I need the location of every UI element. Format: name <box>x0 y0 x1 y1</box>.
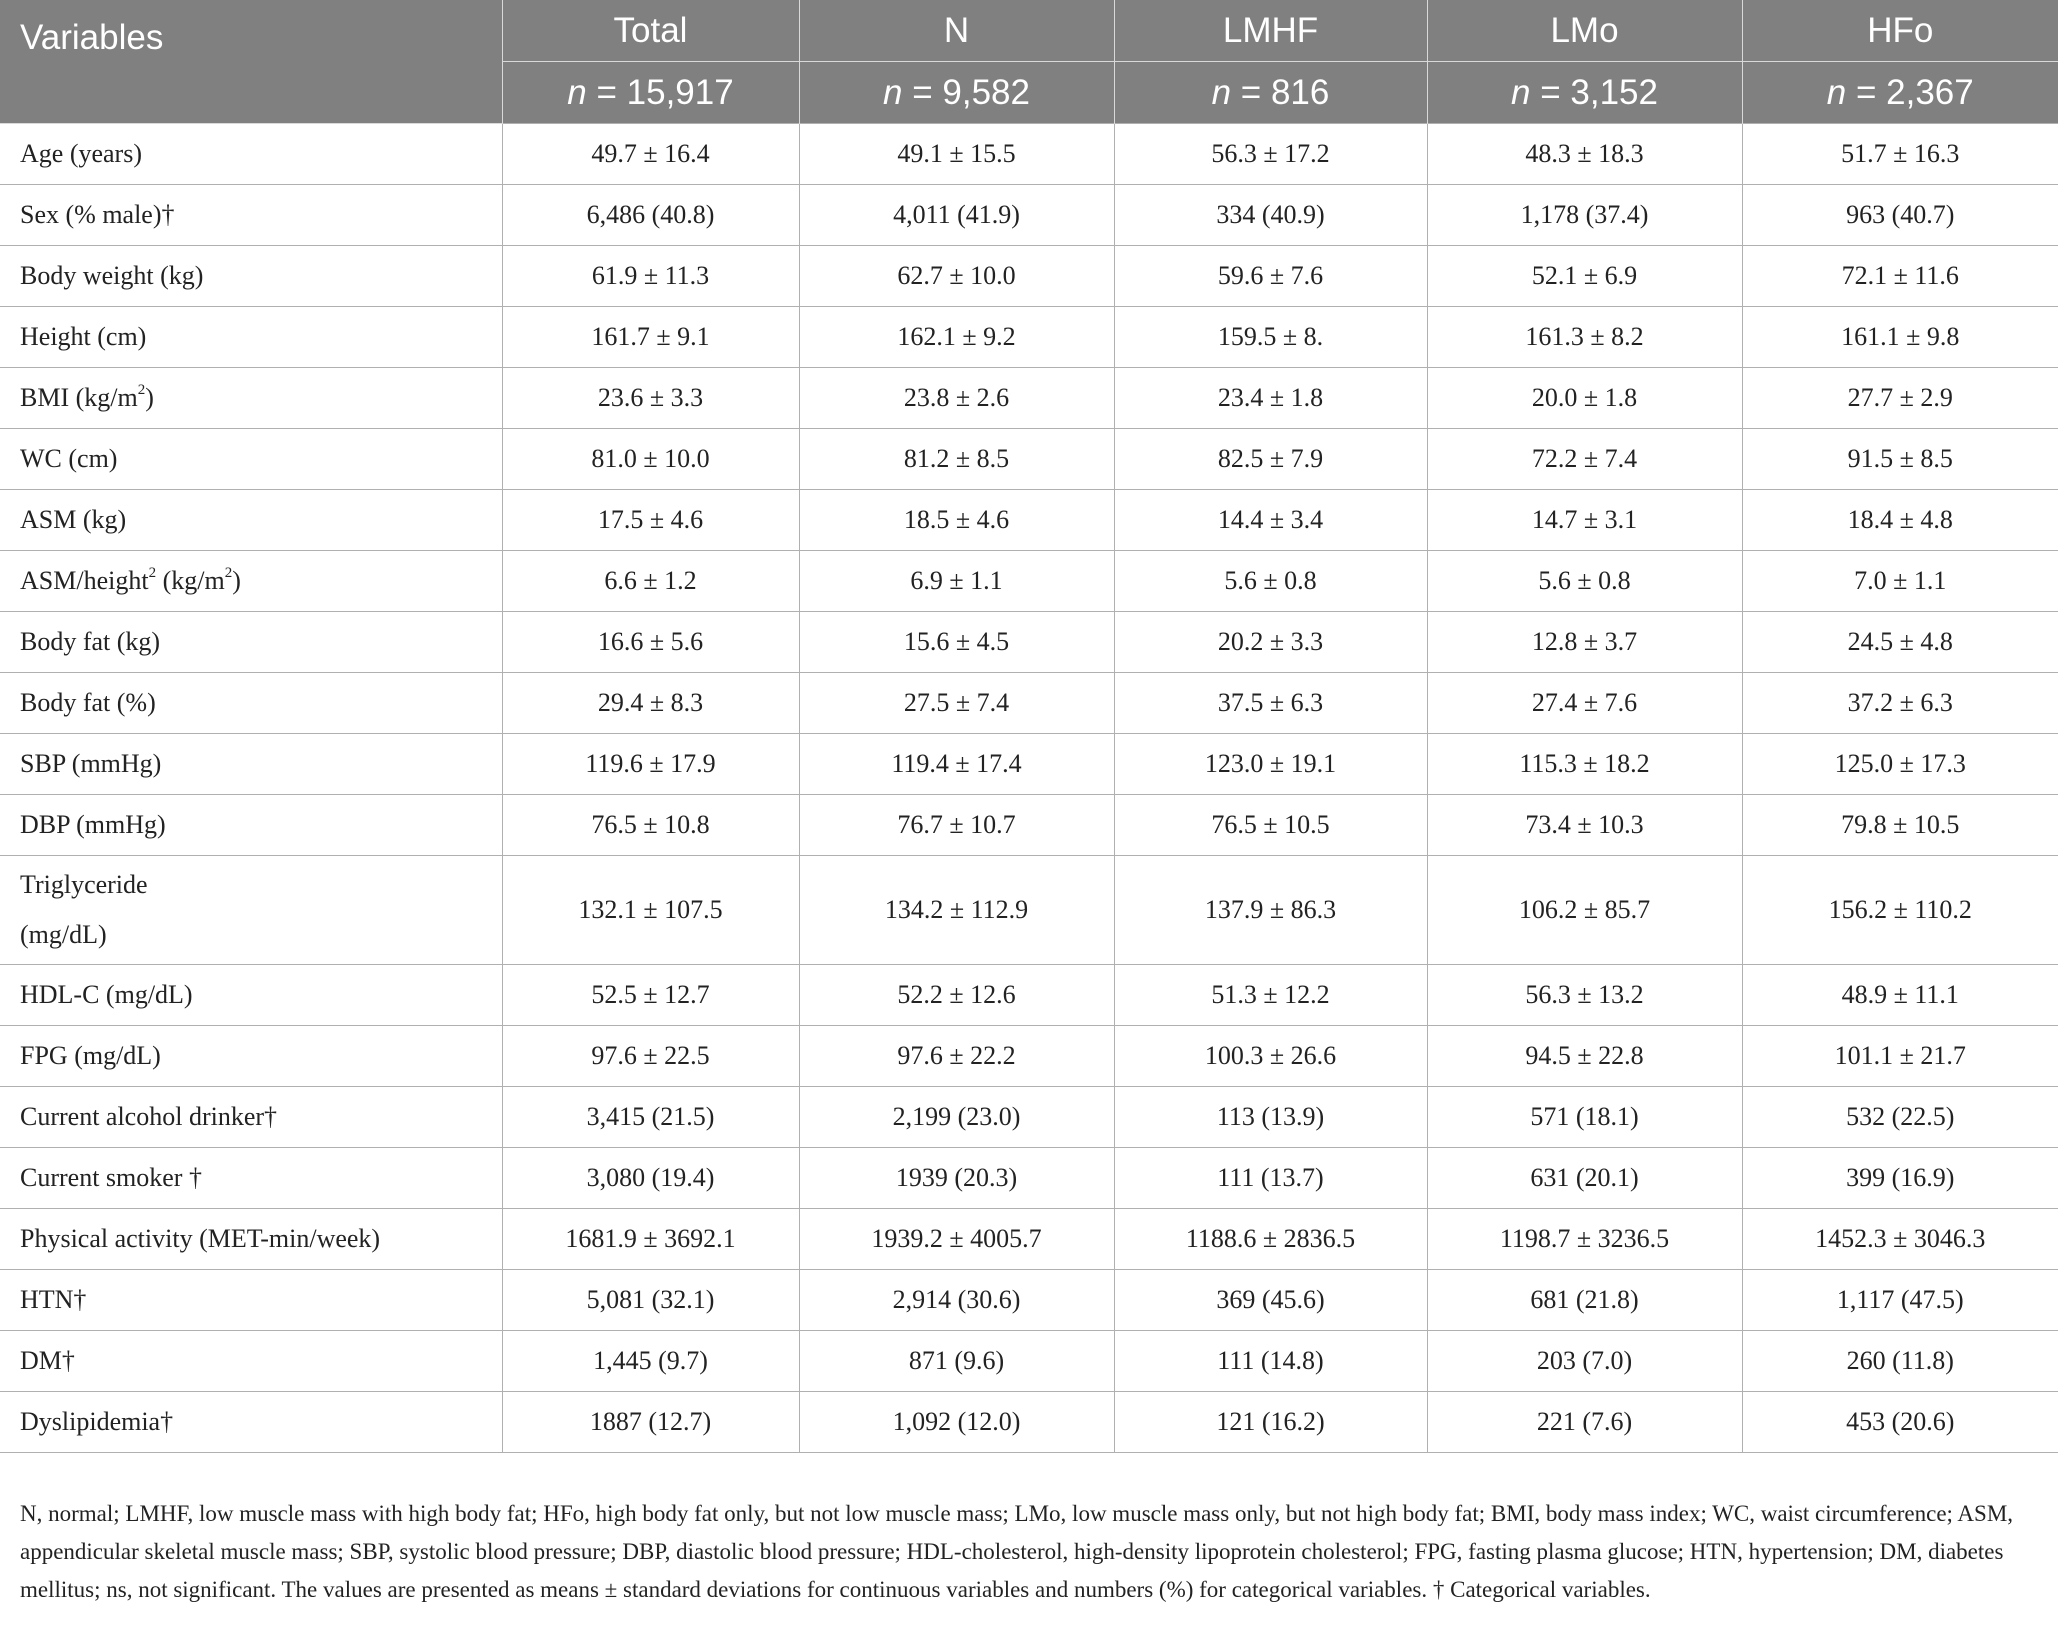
row-label-alcohol: Current alcohol drinker† <box>0 1087 502 1148</box>
n-symbol: n <box>1826 73 1847 112</box>
table-cell: 161.3 ± 8.2 <box>1427 307 1742 368</box>
table-cell: 52.2 ± 12.6 <box>799 965 1114 1026</box>
table-row <box>0 856 2058 965</box>
table-row <box>0 185 2058 246</box>
table-row <box>0 551 2058 612</box>
table-row <box>0 1148 2058 1209</box>
equals-sign: = <box>586 73 627 112</box>
label-text: ) <box>232 566 241 595</box>
table-cell: 52.5 ± 12.7 <box>502 965 799 1026</box>
table-cell: 81.2 ± 8.5 <box>799 429 1114 490</box>
table-cell: 100.3 ± 26.6 <box>1114 1026 1427 1087</box>
table-cell: 24.5 ± 4.8 <box>1742 612 2058 673</box>
table-cell: 125.0 ± 17.3 <box>1742 734 2058 795</box>
table-cell: 16.6 ± 5.6 <box>502 612 799 673</box>
table-cell: 27.5 ± 7.4 <box>799 673 1114 734</box>
label-text: (kg/m <box>156 566 225 595</box>
table-row <box>0 307 2058 368</box>
table-cell: 48.9 ± 11.1 <box>1742 965 2058 1026</box>
table-cell: 162.1 ± 9.2 <box>799 307 1114 368</box>
table-header <box>0 0 2058 124</box>
table-row <box>0 429 2058 490</box>
header-row-group-names <box>0 0 2058 62</box>
table-cell: 1681.9 ± 3692.1 <box>502 1209 799 1270</box>
table-cell: 871 (9.6) <box>799 1331 1114 1392</box>
row-label-triglyceride <box>0 856 502 965</box>
table-cell: 1887 (12.7) <box>502 1392 799 1453</box>
table-cell: 3,415 (21.5) <box>502 1087 799 1148</box>
table-cell: 72.2 ± 7.4 <box>1427 429 1742 490</box>
table-cell: 2,199 (23.0) <box>799 1087 1114 1148</box>
column-header-total: Total <box>502 0 799 62</box>
table-cell: 94.5 ± 22.8 <box>1427 1026 1742 1087</box>
table-cell: 27.7 ± 2.9 <box>1742 368 2058 429</box>
table-cell: 82.5 ± 7.9 <box>1114 429 1427 490</box>
table-cell: 1,092 (12.0) <box>799 1392 1114 1453</box>
table-cell: 1452.3 ± 3046.3 <box>1742 1209 2058 1270</box>
superscript: 2 <box>137 382 146 399</box>
table-cell: 101.1 ± 21.7 <box>1742 1026 2058 1087</box>
table-cell: 6,486 (40.8) <box>502 185 799 246</box>
equals-sign: = <box>1530 73 1571 112</box>
table-cell: 5.6 ± 0.8 <box>1427 551 1742 612</box>
table-cell: 123.0 ± 19.1 <box>1114 734 1427 795</box>
table-cell: 72.1 ± 11.6 <box>1742 246 2058 307</box>
table-cell: 5.6 ± 0.8 <box>1114 551 1427 612</box>
table-cell: 27.4 ± 7.6 <box>1427 673 1742 734</box>
table-cell: 137.9 ± 86.3 <box>1114 856 1427 965</box>
table-cell: 56.3 ± 17.2 <box>1114 124 1427 185</box>
table-cell: 2,914 (30.6) <box>799 1270 1114 1331</box>
table-cell: 6.6 ± 1.2 <box>502 551 799 612</box>
column-header-lmhf: LMHF <box>1114 0 1427 62</box>
table-cell: 532 (22.5) <box>1742 1087 2058 1148</box>
table-row <box>0 246 2058 307</box>
table-row <box>0 124 2058 185</box>
column-header-n: N <box>799 0 1114 62</box>
n-symbol: n <box>1211 73 1232 112</box>
table-cell: 49.1 ± 15.5 <box>799 124 1114 185</box>
equals-sign: = <box>1231 73 1271 112</box>
table-cell: 6.9 ± 1.1 <box>799 551 1114 612</box>
label-line-1: Triglyceride <box>20 870 148 899</box>
row-label-sbp: SBP (mmHg) <box>0 734 502 795</box>
table-cell: 119.6 ± 17.9 <box>502 734 799 795</box>
table-cell: 51.7 ± 16.3 <box>1742 124 2058 185</box>
table-row <box>0 612 2058 673</box>
row-label-sex: Sex (% male)† <box>0 185 502 246</box>
superscript: 2 <box>148 565 157 582</box>
row-label-dbp: DBP (mmHg) <box>0 795 502 856</box>
table-cell: 4,011 (41.9) <box>799 185 1114 246</box>
sample-size-hfo <box>1742 62 2058 124</box>
table-cell: 115.3 ± 18.2 <box>1427 734 1742 795</box>
label-line-2: (mg/dL) <box>20 920 107 949</box>
table-cell: 1188.6 ± 2836.5 <box>1114 1209 1427 1270</box>
table-cell: 62.7 ± 10.0 <box>799 246 1114 307</box>
table-cell: 76.5 ± 10.5 <box>1114 795 1427 856</box>
table-cell: 49.7 ± 16.4 <box>502 124 799 185</box>
table-cell: 51.3 ± 12.2 <box>1114 965 1427 1026</box>
table-cell: 48.3 ± 18.3 <box>1427 124 1742 185</box>
row-label-height: Height (cm) <box>0 307 502 368</box>
row-label-body-fat-pct: Body fat (%) <box>0 673 502 734</box>
table-cell: 571 (18.1) <box>1427 1087 1742 1148</box>
row-label-fpg: FPG (mg/dL) <box>0 1026 502 1087</box>
table-cell: 134.2 ± 112.9 <box>799 856 1114 965</box>
column-header-hfo: HFo <box>1742 0 2058 62</box>
row-label-asm: ASM (kg) <box>0 490 502 551</box>
table-cell: 681 (21.8) <box>1427 1270 1742 1331</box>
row-label-dyslipidemia: Dyslipidemia† <box>0 1392 502 1453</box>
table-row <box>0 1026 2058 1087</box>
table-cell: 76.5 ± 10.8 <box>502 795 799 856</box>
row-label-wc: WC (cm) <box>0 429 502 490</box>
table-cell: 963 (40.7) <box>1742 185 2058 246</box>
table-row <box>0 1209 2058 1270</box>
table-cell: 29.4 ± 8.3 <box>502 673 799 734</box>
table-cell: 12.8 ± 3.7 <box>1427 612 1742 673</box>
sample-size-lmo <box>1427 62 1742 124</box>
table-cell: 56.3 ± 13.2 <box>1427 965 1742 1026</box>
table-cell: 399 (16.9) <box>1742 1148 2058 1209</box>
table-cell: 61.9 ± 11.3 <box>502 246 799 307</box>
row-label-body-weight: Body weight (kg) <box>0 246 502 307</box>
table-cell: 20.2 ± 3.3 <box>1114 612 1427 673</box>
table-cell: 76.7 ± 10.7 <box>799 795 1114 856</box>
row-label-physical-activity: Physical activity (MET-min/week) <box>0 1209 502 1270</box>
table-row <box>0 368 2058 429</box>
table-cell: 37.2 ± 6.3 <box>1742 673 2058 734</box>
table-cell: 97.6 ± 22.2 <box>799 1026 1114 1087</box>
sample-size-value: 816 <box>1270 73 1330 112</box>
equals-sign: = <box>1846 73 1887 112</box>
table-cell: 111 (14.8) <box>1114 1331 1427 1392</box>
table-cell: 161.7 ± 9.1 <box>502 307 799 368</box>
superscript: 2 <box>224 565 233 582</box>
table-cell: 81.0 ± 10.0 <box>502 429 799 490</box>
table-cell: 5,081 (32.1) <box>502 1270 799 1331</box>
n-symbol: n <box>883 73 903 112</box>
table-row <box>0 1331 2058 1392</box>
table-cell: 23.6 ± 3.3 <box>502 368 799 429</box>
table-cell: 106.2 ± 85.7 <box>1427 856 1742 965</box>
table-cell: 18.4 ± 4.8 <box>1742 490 2058 551</box>
table-cell: 73.4 ± 10.3 <box>1427 795 1742 856</box>
label-text: ) <box>145 383 154 412</box>
table-row <box>0 673 2058 734</box>
sample-size-n <box>799 62 1114 124</box>
column-header-lmo: LMo <box>1427 0 1742 62</box>
table-cell: 7.0 ± 1.1 <box>1742 551 2058 612</box>
row-label-dm: DM† <box>0 1331 502 1392</box>
table-cell: 203 (7.0) <box>1427 1331 1742 1392</box>
table-cell: 156.2 ± 110.2 <box>1742 856 2058 965</box>
table-row <box>0 490 2058 551</box>
table-cell: 161.1 ± 9.8 <box>1742 307 2058 368</box>
table-cell: 369 (45.6) <box>1114 1270 1427 1331</box>
table-row <box>0 1087 2058 1148</box>
table-cell: 132.1 ± 107.5 <box>502 856 799 965</box>
table-cell: 18.5 ± 4.6 <box>799 490 1114 551</box>
row-label-body-fat-kg: Body fat (kg) <box>0 612 502 673</box>
table-cell: 221 (7.6) <box>1427 1392 1742 1453</box>
table-cell: 15.6 ± 4.5 <box>799 612 1114 673</box>
table-cell: 1198.7 ± 3236.5 <box>1427 1209 1742 1270</box>
table-cell: 91.5 ± 8.5 <box>1742 429 2058 490</box>
table-cell: 119.4 ± 17.4 <box>799 734 1114 795</box>
table-body <box>0 124 2058 1453</box>
sample-size-total <box>502 62 799 124</box>
row-label-hdl-c: HDL-C (mg/dL) <box>0 965 502 1026</box>
table-cell: 334 (40.9) <box>1114 185 1427 246</box>
row-label-bmi <box>0 368 502 429</box>
table-cell: 14.7 ± 3.1 <box>1427 490 1742 551</box>
equals-sign: = <box>902 73 943 112</box>
table-row <box>0 734 2058 795</box>
row-label-asm-height <box>0 551 502 612</box>
table-footnote: N, normal; LMHF, low muscle mass with high body fat; HFo, high body fat only, but not low muscle mass; LMo, low muscle mass only, but not high body fat; BMI, body mass index; WC, waist circumference; ASM, appendicular skeletal muscle mass; SBP, systolic blood pressure; DBP, diastolic blood pressure; HDL-cholesterol, high-density lipoprotein cholesterol; FPG, fasting plasma glucose; HTN, hypertension; DM, diabetes mellitus; ns, not significant. The values are presented as means ± standard deviations for continuous variables and numbers (%) for categorical variables. † Categorical variables. <box>20 1501 2014 1602</box>
table-cell: 121 (16.2) <box>1114 1392 1427 1453</box>
table-cell: 1,117 (47.5) <box>1742 1270 2058 1331</box>
n-symbol: n <box>567 73 587 112</box>
table-cell: 20.0 ± 1.8 <box>1427 368 1742 429</box>
table-cell: 1939 (20.3) <box>799 1148 1114 1209</box>
label-text: BMI (kg/m <box>20 383 138 412</box>
table-cell: 14.4 ± 3.4 <box>1114 490 1427 551</box>
row-label-htn: HTN† <box>0 1270 502 1331</box>
table-row <box>0 1270 2058 1331</box>
sample-size-value: 15,917 <box>626 73 734 112</box>
sample-size-value: 9,582 <box>942 73 1030 112</box>
table-cell: 17.5 ± 4.6 <box>502 490 799 551</box>
table-cell: 111 (13.7) <box>1114 1148 1427 1209</box>
table-cell: 113 (13.9) <box>1114 1087 1427 1148</box>
row-label-age: Age (years) <box>0 124 502 185</box>
table-cell: 37.5 ± 6.3 <box>1114 673 1427 734</box>
table-cell: 260 (11.8) <box>1742 1331 2058 1392</box>
table-row <box>0 965 2058 1026</box>
sample-size-lmhf <box>1114 62 1427 124</box>
table-cell: 23.4 ± 1.8 <box>1114 368 1427 429</box>
table-cell: 79.8 ± 10.5 <box>1742 795 2058 856</box>
table-cell: 1939.2 ± 4005.7 <box>799 1209 1114 1270</box>
table-cell: 23.8 ± 2.6 <box>799 368 1114 429</box>
table-cell: 52.1 ± 6.9 <box>1427 246 1742 307</box>
variables-header: Variables <box>0 0 502 124</box>
table-cell: 97.6 ± 22.5 <box>502 1026 799 1087</box>
sample-size-value: 2,367 <box>1886 73 1974 112</box>
table-cell: 453 (20.6) <box>1742 1392 2058 1453</box>
table-cell: 1,178 (37.4) <box>1427 185 1742 246</box>
n-symbol: n <box>1511 73 1531 112</box>
table-row <box>0 795 2058 856</box>
label-text: ASM/height <box>20 566 149 595</box>
table-cell: 3,080 (19.4) <box>502 1148 799 1209</box>
table-cell: 159.5 ± 8. <box>1114 307 1427 368</box>
row-label-smoker: Current smoker † <box>0 1148 502 1209</box>
table-cell: 59.6 ± 7.6 <box>1114 246 1427 307</box>
sample-size-value: 3,152 <box>1570 73 1658 112</box>
table-row <box>0 1392 2058 1453</box>
table-cell: 1,445 (9.7) <box>502 1331 799 1392</box>
table-cell: 631 (20.1) <box>1427 1148 1742 1209</box>
